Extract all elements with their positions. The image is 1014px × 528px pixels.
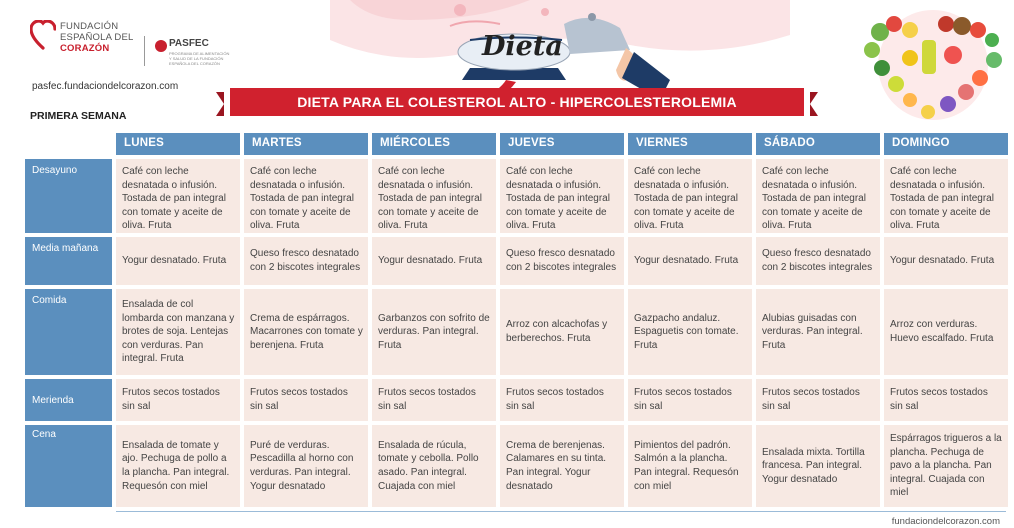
menu-cell-text: Frutos secos tostados sin sal: [890, 387, 988, 412]
day-header-thursday: JUEVES: [500, 133, 624, 155]
meal-label-desayuno: Desayuno: [25, 159, 112, 233]
day-header-wednesday: MIÉRCOLES: [372, 133, 496, 155]
menu-cell-text: Arroz con verduras. Huevo escalfado. Fruta: [890, 319, 994, 344]
menu-cell: [884, 237, 1008, 285]
menu-cell-text: Arroz con alcachofas y berberechos. Fruta: [506, 319, 608, 344]
menu-cell-text: Frutos secos tostados sin sal: [762, 387, 860, 412]
menu-cell: [500, 425, 624, 507]
menu-cell: [756, 379, 880, 421]
menu-cell: [244, 425, 368, 507]
menu-cell: [116, 425, 240, 507]
menu-cell-text: Queso fresco desnatado con 2 biscotes integrales: [250, 248, 361, 273]
pepper-icon: [938, 16, 954, 32]
menu-cell-text: Alubias guisadas con verduras. Pan integral. Fruta: [762, 312, 863, 351]
meal-label-text: Merienda: [32, 394, 74, 406]
menu-cell: [628, 425, 752, 507]
menu-cell: Café con leche desnatada o infusión. Tostada de pan integral con tomate y aceite de oliva. Fruta: [628, 159, 752, 233]
menu-cell: [244, 289, 368, 375]
title-banner: DIETA PARA EL COLESTEROL ALTO - HIPERCOLESTEROLEMIA: [230, 88, 804, 116]
tomato-icon: [944, 46, 962, 64]
pasfec-badge-icon: [155, 40, 167, 52]
day-header-friday: VIERNES: [628, 133, 752, 155]
pasfec-logo: [155, 38, 235, 68]
menu-cell-text: Garbanzos con sofrito de verduras. Pan integral. Fruta: [378, 312, 490, 351]
menu-cell: [628, 379, 752, 421]
menu-cell-text: Yogur desnatado. Fruta: [890, 255, 995, 267]
menu-cell: [116, 379, 240, 421]
menu-cell: [372, 425, 496, 507]
day-header-tuesday: MARTES: [244, 133, 368, 155]
menu-cell-text: Crema de espárragos. Macarrones con tomate y berenjena. Fruta: [250, 312, 363, 351]
logo-divider: [144, 36, 145, 66]
pasfec-subtitle: PROGRAMA DE ALIMENTACIÓN Y SALUD DE LA FUNDACIÓN ESPAÑOLA DEL CORAZÓN: [169, 51, 230, 66]
menu-cell: Café con leche desnatada o infusión. Tostada de pan integral con tomate y aceite de oliva. Fruta: [372, 159, 496, 233]
menu-cell: [372, 237, 496, 285]
menu-cell-text: Queso fresco desnatado con 2 biscotes integrales: [506, 248, 617, 273]
meal-row-media-manana: [25, 237, 1008, 285]
fec-logo: [30, 18, 135, 74]
menu-cell: [372, 289, 496, 375]
menu-cell: [116, 289, 240, 375]
olive-oil-bottle-icon: [922, 40, 936, 74]
eggplant-icon: [940, 96, 956, 112]
footer-divider: [116, 511, 1006, 512]
menu-cell: [372, 379, 496, 421]
meal-label-comida: Comida: [25, 289, 112, 375]
org-name-line2: ESPAÑOLA DEL: [60, 32, 134, 43]
menu-cell-text: Frutos secos tostados sin sal: [634, 387, 732, 412]
menu-cell: [116, 237, 240, 285]
org-name-line1: FUNDACIÓN: [60, 21, 119, 32]
day-header-monday: LUNES: [116, 133, 240, 155]
menu-cell: [500, 379, 624, 421]
menu-cell-text: Ensalada mixta. Tortilla francesa. Pan integral. Yogur desnatado: [762, 446, 865, 485]
menu-cell-text: Frutos secos tostados sin sal: [506, 387, 604, 412]
vegetable-heart-illustration: [858, 10, 1008, 125]
menu-cell: [628, 237, 752, 285]
meal-row-desayuno: [25, 159, 1008, 233]
menu-cell: Café con leche desnatada o infusión. Tostada de pan integral con tomate y aceite de oliva. Fruta: [884, 159, 1008, 233]
menu-cell: [756, 425, 880, 507]
menu-cell-text: Ensalada de rúcula, tomate y cebolla. Pollo asado. Pan integral. Cuajada con miel: [378, 439, 479, 492]
menu-cell: [756, 237, 880, 285]
menu-cell-text: Espárragos trigueros a la plancha. Pechuga de pavo a la plancha. Pan integral. Cuajada con miel: [890, 433, 1002, 499]
footer-website-link[interactable]: fundaciondelcorazon.com: [891, 516, 1000, 527]
menu-cell: Café con leche desnatada o infusión. Tostada de pan integral con tomate y aceite de oliva. Fruta: [756, 159, 880, 233]
menu-cell-text: Queso fresco desnatado con 2 biscotes integrales: [762, 248, 873, 273]
menu-cell: [628, 289, 752, 375]
meal-row-comida: [25, 289, 1008, 375]
org-name-line3: CORAZÓN: [60, 43, 110, 54]
menu-cell-text: Yogur desnatado. Fruta: [122, 255, 227, 267]
menu-cell: [884, 289, 1008, 375]
menu-cell: [884, 425, 1008, 507]
menu-cell: [756, 289, 880, 375]
menu-cell-text: Frutos secos tostados sin sal: [250, 387, 348, 412]
header-website-link[interactable]: pasfec.fundaciondelcorazon.com: [32, 81, 179, 92]
menu-cell-text: Gazpacho andaluz. Espaguetis con tomate. Fruta: [634, 312, 739, 351]
menu-cell-text: Ensalada de tomate y ajo. Pechuga de pollo a la plancha. Pan integral. Requesón con miel: [122, 439, 230, 492]
day-header-saturday: SÁBADO: [756, 133, 880, 155]
menu-cell: Café con leche desnatada o infusión. Tostada de pan integral con tomate y aceite de oliva. Fruta: [116, 159, 240, 233]
meal-row-cena: [25, 425, 1008, 507]
menu-cell-text: Pimientos del padrón. Salmón a la plancha. Pan integral. Requesón con miel: [634, 439, 739, 492]
menu-cell-text: Puré de verduras. Pescadilla al horno con verduras. Pan integral. Yogur desnatado: [250, 439, 354, 492]
day-header-sunday: DOMINGO: [884, 133, 1008, 155]
pasfec-name: PASFEC: [169, 38, 209, 49]
meal-row-merienda: [25, 379, 1008, 421]
menu-cell-text: Ensalada de col lombarda con manzana y brotes de soja. Lentejas con verduras. Pan integral. Fruta: [122, 299, 235, 365]
meal-label-merienda: [25, 379, 112, 421]
week-label: PRIMERA SEMANA: [30, 110, 127, 122]
menu-cell-text: Frutos secos tostados sin sal: [122, 387, 220, 412]
menu-cell: Café con leche desnatada o infusión. Tostada de pan integral con tomate y aceite de oliva. Fruta: [500, 159, 624, 233]
hero-dieta-word: Dieta: [482, 31, 563, 62]
menu-cell-text: Yogur desnatado. Fruta: [378, 255, 483, 267]
menu-cell: [244, 237, 368, 285]
meal-label-cena: Cena: [25, 425, 112, 507]
meal-label-media-manana: Media mañana: [25, 237, 112, 285]
menu-cell: [500, 237, 624, 285]
menu-cell-text: Frutos secos tostados sin sal: [378, 387, 476, 412]
menu-cell-text: Crema de berenjenas. Calamares en su tinta. Pan integral. Yogur desnatado: [506, 439, 607, 492]
day-header-row: [116, 133, 1008, 155]
heart-logo-icon: [30, 20, 56, 50]
menu-cell: [500, 289, 624, 375]
menu-cell: Café con leche desnatada o infusión. Tostada de pan integral con tomate y aceite de oliva. Fruta: [244, 159, 368, 233]
menu-cell-text: Yogur desnatado. Fruta: [634, 255, 739, 267]
menu-cell: [244, 379, 368, 421]
menu-cell: [884, 379, 1008, 421]
